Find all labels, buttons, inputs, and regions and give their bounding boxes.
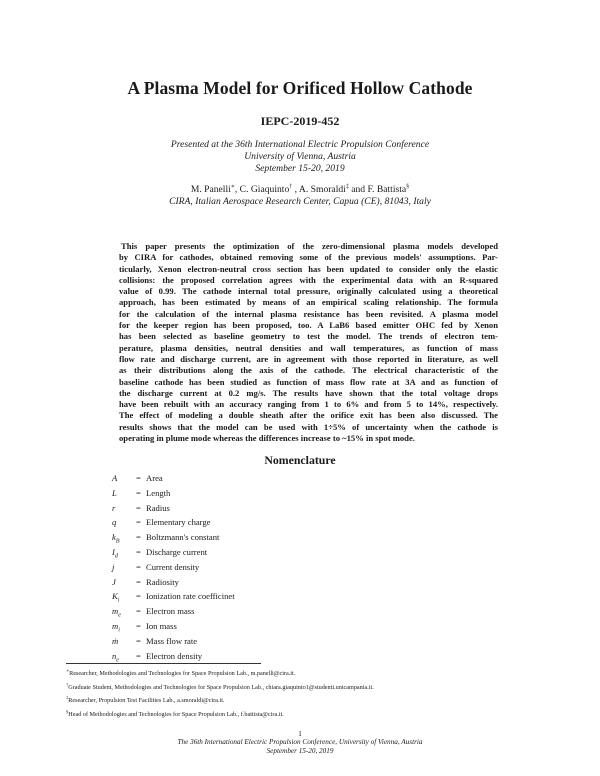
equals-sign: = — [136, 546, 141, 557]
nomenclature-definition: Ionization rate coefficinet — [146, 591, 235, 602]
symbol-base: I — [112, 546, 115, 557]
author-name: C. Giaquinto — [239, 184, 290, 195]
footnote-mark: † — [66, 681, 69, 687]
nomenclature-definition: Electron mass — [146, 606, 195, 617]
nomenclature-definition: Elementary charge — [146, 517, 211, 528]
abstract-line: baseline cathode has been studied as function of mass flow rate at 3A and as function of — [119, 376, 498, 387]
symbol-subscript: e — [116, 657, 119, 664]
footnote-mark: ∗ — [66, 668, 70, 673]
abstract-line: perature, plasma densities, neutral densities and wall temperatures, as function of mass — [119, 342, 498, 353]
equals-sign: = — [136, 576, 141, 587]
equals-sign: = — [136, 517, 141, 528]
symbol-base: k — [112, 532, 116, 543]
symbol-subscript: e — [118, 612, 121, 619]
abstract-line: have been rebuilt with an accuracy ranging from 1 to 6% and from 5 to 14%, respectively. — [119, 399, 498, 410]
nomenclature-heading: Nomenclature — [264, 453, 336, 467]
footnote-mark: § — [66, 708, 69, 714]
symbol-base: ṁ — [112, 635, 119, 646]
symbol-base: r — [112, 502, 116, 513]
nomenclature-item — [112, 636, 432, 651]
footer-line-1: The 36th International Electric Propulsion Conference, University of Vienna, Austria — [177, 738, 423, 746]
abstract-line: as their distributions along the axis of the cathode. The electrical characteristic of the — [119, 365, 498, 376]
nomenclature-symbol — [112, 503, 136, 513]
nomenclature-symbol — [112, 488, 136, 498]
footnotes — [66, 666, 566, 720]
abstract-line: approach, has been estimated by means of an empirical scaling relationship. The formula — [119, 297, 498, 308]
symbol-subscript: B — [115, 538, 120, 545]
equals-sign: = — [136, 591, 141, 602]
equals-sign: = — [136, 606, 141, 617]
equals-sign: = — [136, 532, 141, 543]
symbol-base: L — [112, 487, 117, 498]
nomenclature-symbol — [112, 547, 136, 560]
footnote — [66, 680, 566, 694]
symbol-base: J — [112, 576, 116, 587]
equals-sign: = — [136, 635, 141, 646]
abstract-line: The effect of modeling a double sheath after the orifice exit has been also discussed. The — [119, 410, 498, 421]
author-mark: § — [406, 184, 410, 190]
paper-code: IEPC-2019-452 — [260, 114, 340, 128]
equals-sign: = — [136, 561, 141, 572]
nomenclature-symbol — [112, 621, 136, 634]
abstract-line: collisions: the proposed correlation agrees with the experimental data with an R-squared — [119, 274, 498, 285]
nomenclature-item — [112, 562, 432, 577]
symbol-base: m — [112, 620, 119, 631]
equals-sign: = — [136, 487, 141, 498]
nomenclature-item — [112, 488, 432, 503]
nomenclature-item — [112, 577, 432, 592]
conference-line-3: September 15-20, 2019 — [255, 163, 345, 174]
nomenclature-item — [112, 621, 432, 636]
symbol-base: q — [112, 517, 117, 528]
page-number: 1 — [298, 729, 302, 738]
symbol-subscript: i — [118, 627, 120, 634]
abstract-line: by CIRA for cathodes, obtained removing some of the previous models' assumptions. Par- — [119, 252, 498, 263]
nomenclature-item — [112, 532, 432, 547]
equals-sign: = — [136, 473, 141, 483]
conference-line-2: University of Vienna, Austria — [244, 151, 356, 162]
symbol-subscript: d — [114, 553, 118, 560]
nomenclature-definition: Mass flow rate — [146, 635, 198, 646]
nomenclature-symbol — [112, 651, 136, 664]
footer-line-2: September 15-20, 2019 — [266, 747, 334, 755]
symbol-base: A — [112, 473, 118, 483]
author-name: M. Panelli — [190, 184, 231, 195]
nomenclature-item — [112, 503, 432, 518]
symbol-base: K — [112, 591, 118, 602]
affiliation: CIRA, Italian Aerospace Research Center, Capua (CE), 81043, Italy — [169, 196, 431, 207]
equals-sign: = — [136, 650, 141, 661]
symbol-base: m — [112, 606, 119, 617]
footnote — [66, 707, 566, 721]
nomenclature-definition: Boltzmann's constant — [146, 532, 220, 543]
footnote-text: Researcher, Methodologies and Technologies for Space Propulsion Lab., m.panelli@cira.it. — [69, 670, 296, 677]
nomenclature-definition: Length — [146, 487, 171, 498]
nomenclature-definition: Current density — [146, 561, 200, 572]
abstract — [109, 241, 498, 444]
nomenclature-item — [112, 606, 432, 621]
abstract-line: flow rate and discharge current, are in agreement with those reported in literature, as well — [119, 353, 498, 364]
nomenclature-definition: Radiosity — [146, 576, 179, 587]
nomenclature-symbol — [112, 606, 136, 619]
abstract-line: has been selected as baseline geometry to test the model. The trends of electron tem- — [119, 331, 498, 342]
symbol-base: j — [112, 561, 115, 572]
footnote-text: Head of Methodologies and Technologies for Space Propulsion Lab., f.battista@cira.it. — [68, 710, 284, 718]
paper-title: A Plasma Model for Orificed Hollow Cathode — [127, 78, 473, 98]
footnote — [66, 693, 566, 707]
footnote-mark: ‡ — [66, 695, 69, 701]
footnote-rule — [66, 663, 261, 664]
abstract-line: ticularly, Xenon electron-neutral cross section has been updated to consider only the elastic — [119, 263, 498, 274]
author-mark: ∗ — [230, 184, 235, 190]
abstract-line: for the calculation of the internal plasma resistance has been revisited. A plasma model — [119, 308, 498, 319]
footnote-text: Graduate Student, Methodologies and Technologies for Space Propulsion Lab., chiara.giaquinto1@studenti.unicampania.it. — [68, 683, 374, 691]
footnote-text: Researcher, Propulsion Test Facilities Lab., a.smoraldi@cira.it. — [68, 697, 225, 705]
nomenclature-definition: Area — [146, 473, 163, 483]
abstract-line: the discharge current at 0.2 mg/s. The results have shown that the total voltage drops — [119, 387, 498, 398]
nomenclature-list — [112, 473, 432, 665]
nomenclature-item — [112, 591, 432, 606]
equals-sign: = — [136, 620, 141, 631]
author-name: A. Smoraldi — [298, 184, 346, 195]
author-name: F. Battista — [367, 184, 407, 195]
nomenclature-definition: Electron density — [146, 650, 203, 661]
nomenclature-definition: Ion mass — [146, 620, 177, 631]
author-mark: ‡ — [345, 184, 349, 190]
abstract-line: results shows that the model can be used with 1÷5% of uncertainty when the cathode is — [119, 421, 498, 432]
author-mark: † — [289, 184, 293, 190]
abstract-line: for the keeper region has been proposed, too. A LaB6 based emitter OHC fed by Xenon — [119, 320, 498, 331]
abstract-line: operating in plume mode whereas the differences increase to ~15% in spot mode. — [119, 433, 415, 444]
author-list: M. Panelli∗, C. Giaquinto† , A. Smoraldi‡ and F. Battista§ — [190, 184, 410, 195]
abstract-line: This paper presents the optimization of the zero-dimensional plasma models developed — [121, 241, 498, 251]
symbol-subscript: i — [117, 598, 120, 605]
nomenclature-item — [112, 517, 432, 532]
nomenclature-symbol — [112, 473, 136, 483]
nomenclature-definition: Discharge current — [146, 546, 208, 557]
nomenclature-item — [112, 547, 432, 562]
nomenclature-symbol — [112, 517, 136, 527]
footnote — [66, 666, 566, 680]
symbol-base: n — [112, 650, 117, 661]
conference-line-1: Presented at the 36th International Electric Propulsion Conference — [170, 139, 430, 150]
nomenclature-symbol — [112, 577, 136, 587]
abstract-line: value of 0.99. The cathode internal total pressure, originally calculated using a theoretical — [119, 286, 498, 297]
nomenclature-symbol — [112, 591, 136, 604]
nomenclature-definition: Radius — [146, 502, 170, 513]
nomenclature-item — [112, 473, 432, 488]
nomenclature-symbol — [112, 532, 136, 545]
nomenclature-symbol — [112, 562, 136, 572]
equals-sign: = — [136, 502, 141, 513]
nomenclature-symbol — [112, 636, 136, 646]
